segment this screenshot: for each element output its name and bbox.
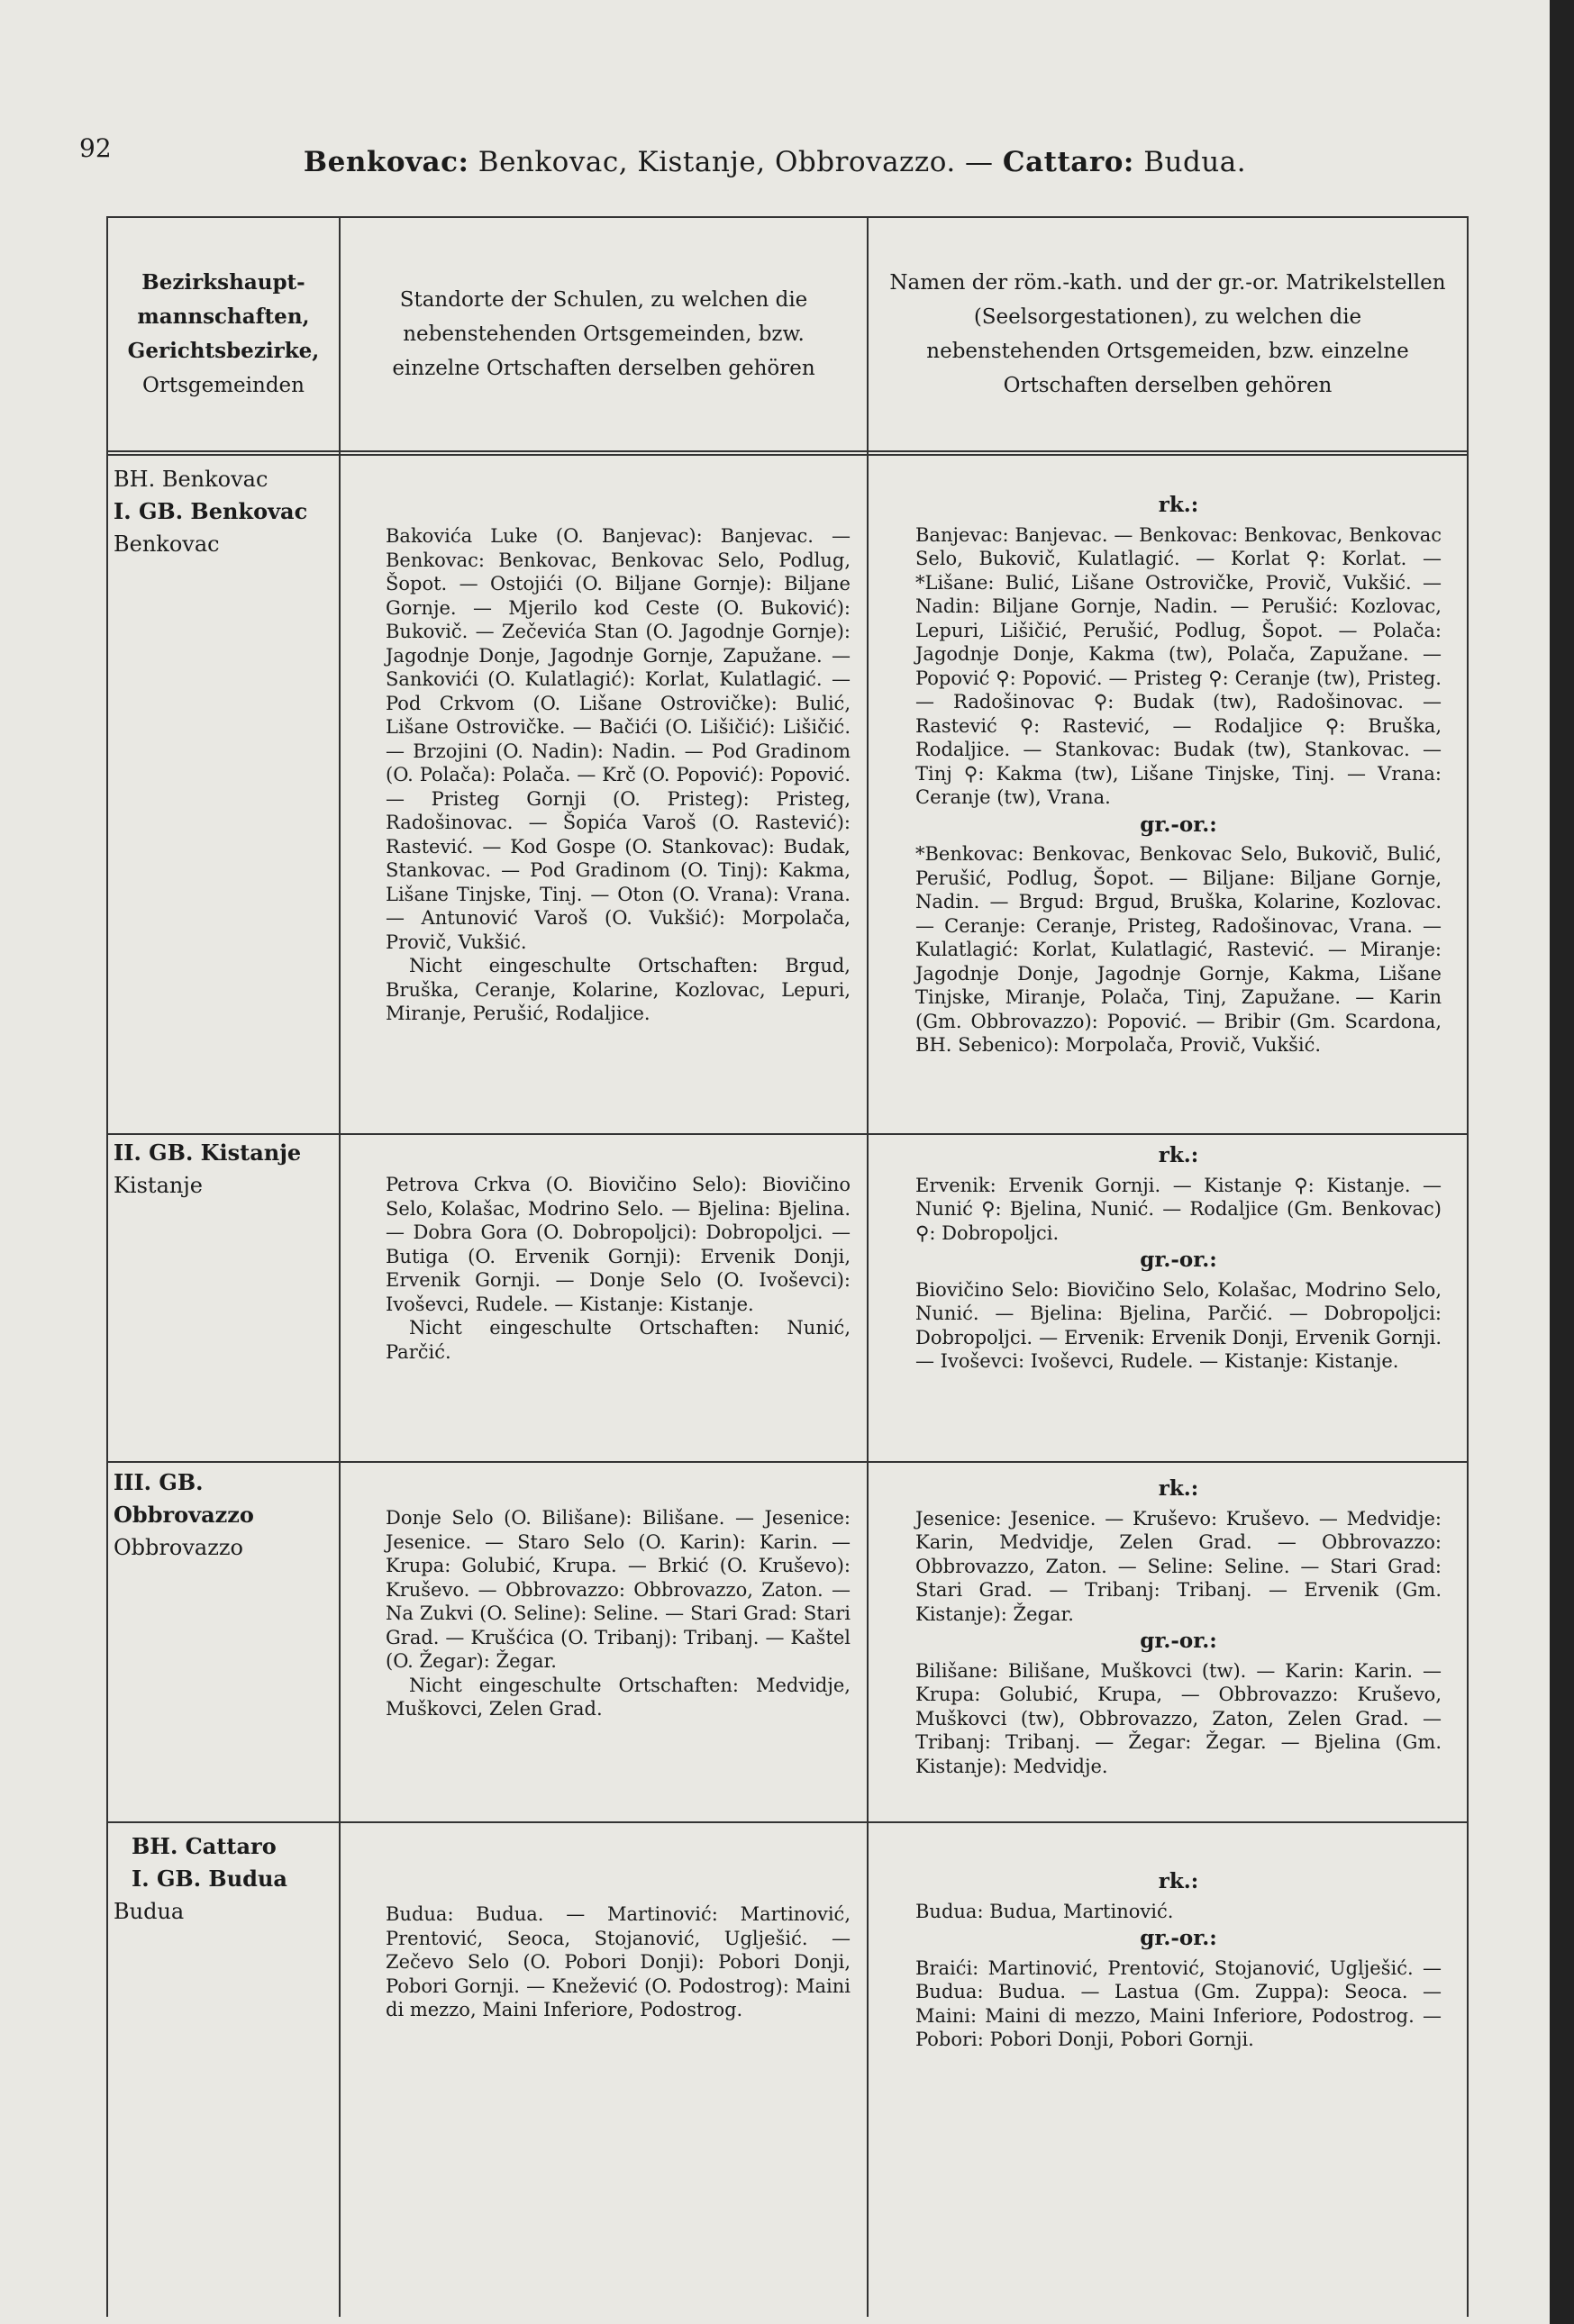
row-divider bbox=[108, 1461, 1469, 1463]
row4-rk-text: Budua: Budua, Martinović. bbox=[915, 1900, 1174, 1922]
row1-gror-text: *Benkovac: Benkovac, Benkovac Selo, Bukovič, Bulić, Perušić, Podlug, Šopot. — Biljane: Biljane Gornje, Nadin. — Brgud: Brgud, Bruška, Kolarine, Kozlovac. — Ceranje: Ceranje, Pristeg, Radošinovac, Vrana. — Kulatlagić: Korlat, Kulatlagić, Rastević. — Miranje: Jagodnje Donje, Jagodnje Gornje, Kakma, Lišane Tinjske, Miranje, Polača, Tinj, Zapužane. — Karin (Gm. Obbrovazzo): Popović. — Bribir (Gm. Scardona, BH. Sebenico): Morpolača, Provič, Vukšić. bbox=[915, 843, 1442, 1056]
row1-labels bbox=[114, 463, 339, 560]
row1-schools-text: Bakovića Luke (O. Banjevac): Banjevac. — Benkovac: Benkovac, Benkovac Selo, Podlug, Šopot. — Ostojići (O. Biljane Gornje): Biljane Gornje. — Mjerilo kod Ceste (O. Buković): Bukovič. — Zečevića Stan (O. Jagodnje Gornje): Jagodnje Donje, Jagodnje Gornje, Zapužane. — Sankovići (O. Kulatlagić): Korlat, Kulatlagić. — Pod Crkvom (O. Lišane Ostrovičke): Bulić, Lišane Ostrovičke. — Bačići (O. Lišičić): Lišičić. — Brzojini (O. Nadin): Nadin. — Pod Gradinom (O. Polača): Polača. — Krč (O. Popović): Popović. — Pristeg Gornji (O. Pristeg): Pristeg, Radošinovac. — Šopića Varoš (O. Rastević): Rastević. — Kod Gospe (O. Stankovac): Budak, Stankovac. — Pod Gradinom (O. Tinj): Kakma, Lišane Tinjske, Tinj. — Oton (O. Vrana): Vrana. — Antunović Varoš (O. Vukšić): Morpolača, Provič, Vukšić. bbox=[386, 525, 851, 953]
rk-label: rk.: bbox=[1158, 1143, 1199, 1167]
row3-schools-text: Donje Selo (O. Bilišane): Bilišane. — Jesenice: Jesenice. — Staro Selo (O. Karin): Karin. — Krupa: Golubić, Krupa. — Brkić (O. Kruševo): Kruševo. — Obbrovazzo: Obbrovazzo, Zaton. — Na Zukvi (O. Seline): Seline. — Stari Grad: Stari Grad. — Krušćica (O. Tribanj): Tribanj. — Kaštel (O. Žegar): Žegar. bbox=[386, 1507, 851, 1672]
rk-label: rk.: bbox=[1158, 1476, 1199, 1501]
row4-gb: I. GB. Budua bbox=[132, 1866, 287, 1892]
row3-parishes bbox=[915, 1474, 1442, 1778]
row1-rk-text: Banjevac: Banjevac. — Benkovac: Benkovac, Benkovac Selo, Bukovič, Kulatlagić. — Korlat ⚲: Korlat. — *Lišane: Bulić, Lišane Ostrovičke, Provič, Vukšić. — Nadin: Biljane Gornje, Nadin. — Perušić: Kozlovac, Lepuri, Lišičić, Perušić, Podlug, Šopot. — Polača: Jagodnje Donje, Kakma (tw), Polača, Zapužane. — Popović ⚲: Popović. — Pristeg ⚲: Ceranje (tw), Pristeg. — Radošinovac ⚲: Budak (tw), Radošinovac. — Rastević ⚲: Rastević, — Rodaljice ⚲: Bruška, Rodaljice. — Stankovac: Budak (tw), Stankovac. — Tinj ⚲: Kakma (tw), Lišane Tinjske, Tinj. — Vrana: Ceranje (tw), Vrana. bbox=[915, 523, 1442, 808]
row1-schools bbox=[386, 524, 851, 1026]
row-divider bbox=[108, 1133, 1469, 1135]
gror-label: gr.-or.: bbox=[1140, 1248, 1217, 1272]
row4-og: Budua bbox=[114, 1899, 185, 1924]
header-col1-line4: Ortsgemeinden bbox=[142, 374, 305, 397]
row2-gror-text: Biovičino Selo: Biovičino Selo, Kolašac, Modrino Selo, Nunić. — Bjelina: Bjelina, Parčić. — Dobropoljci: Dobropoljci. — Ervenik: Ervenik Donji, Ervenik Gornji. — Ivoševci: Ivoševci, Rudele. — Kistanje: Kistanje. bbox=[915, 1278, 1442, 1372]
column-divider bbox=[867, 218, 869, 2317]
header-col1-line3: Gerichtsbezirke, bbox=[127, 339, 320, 363]
header-col1-line2: mannschaften, bbox=[137, 304, 310, 329]
row3-schools bbox=[386, 1506, 851, 1721]
column-divider bbox=[1467, 218, 1469, 2317]
rk-label: rk.: bbox=[1158, 1869, 1199, 1893]
row2-schools-extra: Nicht eingeschulte Ortschaften: Nunić, Parčić. bbox=[386, 1317, 851, 1363]
running-head-text-1: Benkovac, Kistanje, Obbrovazzo. — bbox=[469, 146, 1003, 178]
rk-label: rk.: bbox=[1158, 493, 1199, 517]
running-head-text-2: Budua. bbox=[1133, 146, 1247, 178]
row4-labels bbox=[114, 1830, 339, 1928]
header-divider bbox=[108, 450, 1469, 452]
row2-gb: II. GB. Kistanje bbox=[114, 1139, 302, 1166]
row2-schools-text: Petrova Crkva (O. Biovičino Selo): Biovičino Selo, Kolašac, Modrino Selo. — Bjelina: Bjelina. — Dobra Gora (O. Dobropoljci): Dobropoljci. — Butiga (O. Ervenik Gornji): Ervenik Donji, Ervenik Gornji. — Donje Selo (O. Ivoševci): Ivoševci, Rudele. — Kistanje: Kistanje. bbox=[386, 1174, 851, 1315]
running-head-district-1: Benkovac: bbox=[303, 146, 469, 178]
gror-label: gr.-or.: bbox=[1140, 812, 1217, 837]
row1-gb: I. GB. Benkovac bbox=[114, 498, 308, 524]
row3-gror-text: Bilišane: Bilišane, Muškovci (tw). — Karin: Karin. — Krupa: Golubić, Krupa, — Obbrovazzo: Kruševo, Muškovci (tw), Obbrovazzo, Zaton, Zelen Grad. — Tribanj: Tribanj. — Žegar: Žegar. — Bjelina (Gm. Kistanje): Medvidje. bbox=[915, 1659, 1442, 1777]
row1-schools-extra: Nicht eingeschulte Ortschaften: Brgud, Bruška, Ceranje, Kolarine, Kozlovac, Lepuri, Miranje, Perušić, Rodaljice. bbox=[386, 955, 851, 1024]
header-col1-line1: Bezirkshaupt- bbox=[141, 270, 305, 295]
row4-schools bbox=[386, 1902, 851, 2022]
row4-gror-text: Braići: Martinović, Prentović, Stojanović, Uglješić. — Budua: Budua. — Lastua (Gm. Zuppa): Seoca. — Maini: Maini di mezzo, Maini Inferiore, Podostrog. — Pobori: Pobori Donji, Pobori Gornji. bbox=[915, 1956, 1442, 2050]
page-number: 92 bbox=[79, 133, 112, 163]
column-divider bbox=[339, 218, 341, 2317]
gror-label: gr.-or.: bbox=[1140, 1629, 1217, 1653]
running-head-district-2: Cattaro: bbox=[1002, 146, 1134, 178]
row4-parishes bbox=[915, 1866, 1442, 2052]
row2-rk-text: Ervenik: Ervenik Gornji. — Kistanje ⚲: Kistanje. — Nunić ⚲: Bjelina, Nunić. — Rodaljice (Gm. Benkovac) ⚲: Dobropoljci. bbox=[915, 1174, 1442, 1244]
header-col2: Standorte der Schulen, zu welchen die nebenstehenden Ortsgemeinden, bzw. einzelne Ortschaften derselben gehören bbox=[392, 288, 815, 380]
school-parish-table bbox=[106, 216, 1469, 2317]
gror-label: gr.-or.: bbox=[1140, 1926, 1217, 1950]
row4-bh: BH. Cattaro bbox=[132, 1833, 277, 1859]
row1-og: Benkovac bbox=[114, 531, 220, 557]
header-divider bbox=[108, 454, 1469, 456]
header-col3: Namen der röm.-kath. und der gr.-or. Matrikelstellen (Seelsorgestationen), zu welchen die nebenstehenden Ortsgemeiden, bzw. einzelne Ortschaften derselben gehören bbox=[889, 271, 1446, 397]
row3-rk-text: Jesenice: Jesenice. — Kruševo: Kruševo. — Medvidje: Karin, Medvidje, Zelen Grad. — Obbrovazzo: Obbrovazzo, Zaton. — Seline: Seline. — Stari Grad: Stari Grad. — Tribanj: Tribanj. — Ervenik (Gm. Kistanje): Žegar. bbox=[915, 1507, 1442, 1625]
row3-gb: III. GB. Obbrovazzo bbox=[114, 1469, 254, 1528]
running-head bbox=[0, 146, 1550, 178]
row1-bh: BH. Benkovac bbox=[114, 467, 268, 492]
row2-og: Kistanje bbox=[114, 1173, 203, 1198]
row3-labels bbox=[114, 1466, 339, 1564]
row3-schools-extra: Nicht eingeschulte Ortschaften: Medvidje, Muškovci, Zelen Grad. bbox=[386, 1674, 851, 1720]
header-col1 bbox=[108, 218, 339, 450]
row-divider bbox=[108, 1821, 1469, 1823]
row3-og: Obbrovazzo bbox=[114, 1535, 243, 1560]
row1-parishes bbox=[915, 490, 1442, 1058]
row2-parishes bbox=[915, 1140, 1442, 1374]
row4-schools-text: Budua: Budua. — Martinović: Martinović, Prentović, Seoca, Stojanović, Uglješić. — Zečevo Selo (O. Pobori Donji): Pobori Donji, Pobori Gornji. — Knežević (O. Podostrog): Maini di mezzo, Maini Inferiore, Podostrog. bbox=[386, 1903, 851, 2020]
row2-schools bbox=[386, 1173, 851, 1364]
row2-labels bbox=[114, 1137, 339, 1202]
